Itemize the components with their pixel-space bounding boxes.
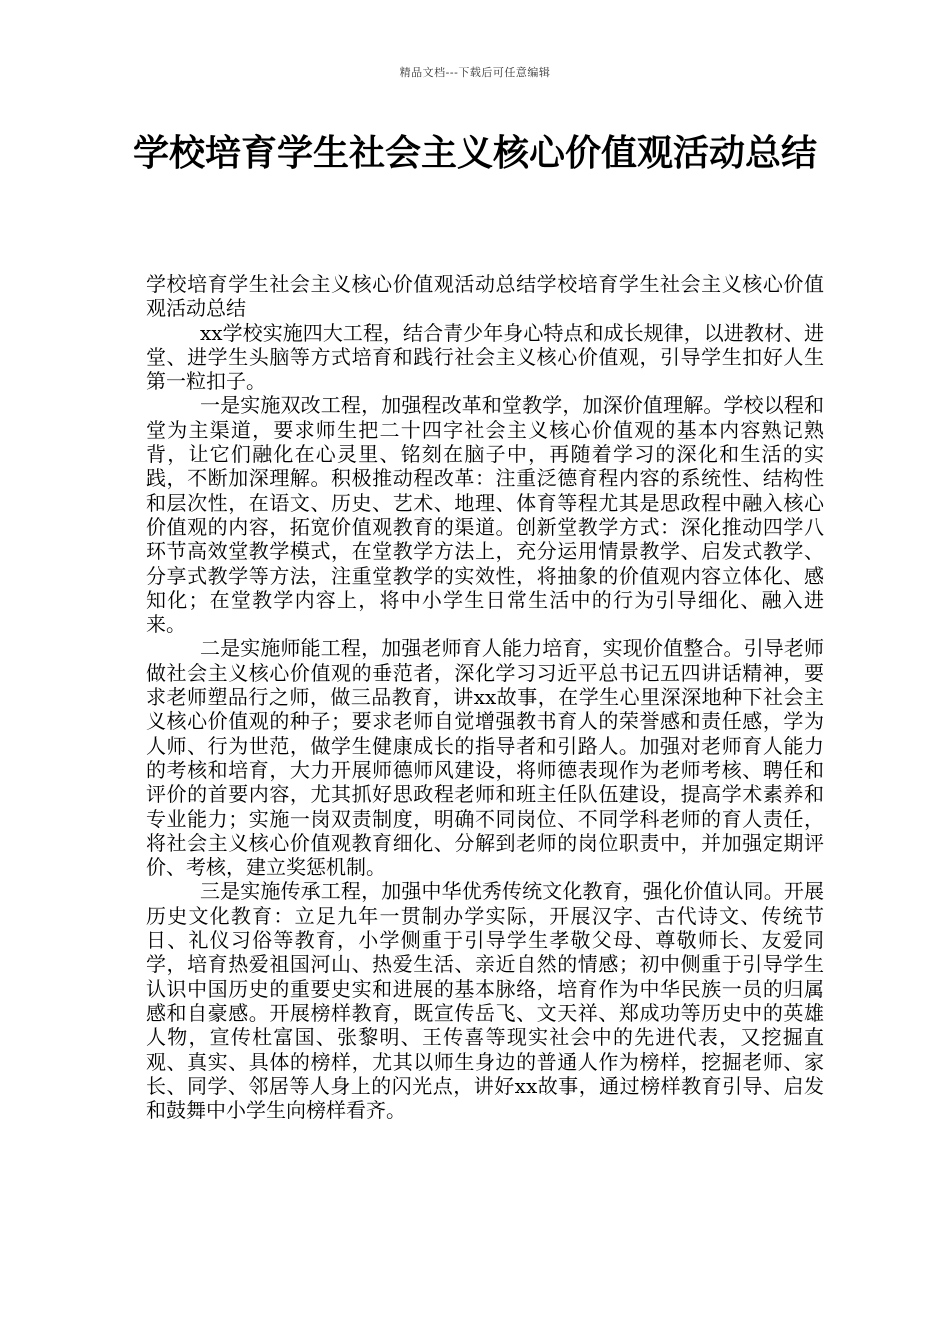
paragraph-project-one: 一是实施双改工程，加强程改革和堂教学，加深价值理解。学校以程和堂为主渠道，要求师生把二十四字社会主义核心价值观的基本内容熟记熟背，让它们融化在心灵里、铭刻在脑子中，再随着学习的深化和生活的实践，不断加深理解。积极推动程改革：注重泛德育程内容的系统性、结构性和层次性，在语文、历史、艺术、地理、体育等程尤其是思政程中融入核心价值观的内容，拓宽价值观教育的渠道。创新堂教学方式：深化推动四学八环节高效堂教学模式，在堂教学方法上，充分运用情景教学、启发式教学、分享式教学等方法，注重堂教学的实效性，将抽象的价值观内容立体化、感知化；在堂教学内容上，将中小学生日常生活中的行为引导细化、融入进来。 [146,393,824,637]
paragraph-project-two: 二是实施师能工程，加强老师育人能力培育，实现价值整合。引导老师做社会主义核心价值观的垂范者，深化学习习近平总书记五四讲话精神，要求老师塑品行之师，做三品教育，讲xx故事，在学生心里深深地种下社会主义核心价值观的种子；要求老师自觉增强教书育人的荣誉感和责任感，学为人师、行为世范，做学生健康成长的指导者和引路人。加强对老师育人能力的考核和培育，大力开展师德师风建设，将师德表现作为老师考核、聘任和评价的首要内容，尤其抓好思政程老师和班主任队伍建设，提高学术素养和专业能力；实施一岗双责制度，明确不同岗位、不同学科老师的育人责任，将社会主义核心价值观教育细化、分解到老师的岗位职责中，并加强定期评价、考核，建立奖惩机制。 [146,636,824,880]
document-title: 学校培育学生社会主义核心价值观活动总结 [132,133,817,174]
paragraph-intro: 学校培育学生社会主义核心价值观活动总结学校培育学生社会主义核心价值观活动总结 [146,272,824,321]
document-body [146,272,824,1122]
paragraph-project-three: 三是实施传承工程，加强中华优秀传统文化教育，强化价值认同。开展历史文化教育：立足九年一贯制办学实际，开展汉字、古代诗文、传统节日、礼仪习俗等教育，小学侧重于引导学生孝敬父母、尊敬师长、友爱同学，培育热爱祖国河山、热爱生活、亲近自然的情感；初中侧重于引导学生认识中国历史的重要史实和进展的基本脉络，培育作为中华民族一员的归属感和自豪感。开展榜样教育，既宣传岳飞、文天祥、郑成功等历史中的英雄人物，宣传杜富国、张黎明、王传喜等现实社会中的先进代表，又挖掘直观、真实、具体的榜样，尤其以师生身边的普通人作为榜样，挖掘老师、家长、同学、邻居等人身上的闪光点，讲好xx故事，通过榜样教育引导、启发和鼓舞中小学生向榜样看齐。 [146,879,824,1123]
paragraph-overview: xx学校实施四大工程，结合青少年身心特点和成长规律，以进教材、进堂、进学生头脑等方式培育和践行社会主义核心价值观，引导学生扣好人生第一粒扣子。 [146,320,824,394]
header-note: 精品文档---下载后可任意编辑 [399,66,551,79]
